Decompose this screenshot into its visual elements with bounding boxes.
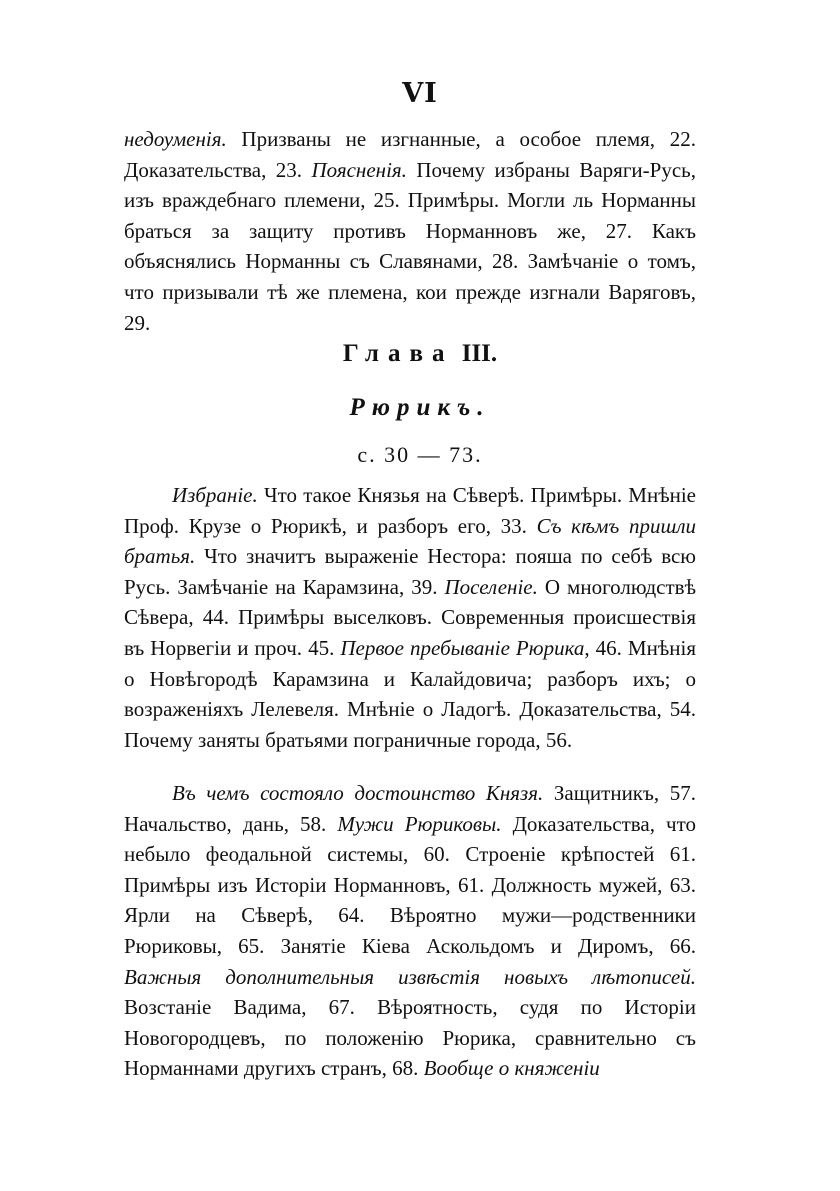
text-run: Призваны не изгнанные, а особое племя, 22. Доказательства, 23.: [124, 127, 696, 182]
italic-phrase: Вообще о княженіи: [423, 1056, 600, 1081]
italic-phrase: Первое пребываніе Рюрика: [340, 635, 585, 660]
text-run: О многолюдствѣ Сѣвера, 44. Примѣры выселковъ. Современныя происшествія въ Норвегіи и проч. 45.: [124, 574, 696, 660]
italic-phrase: Въ чемъ состояло достоинство Князя.: [172, 781, 544, 805]
italic-phrase: Избраніе.: [172, 483, 258, 507]
text-run: Что значитъ выраженіе Нестора: пояша по себѣ всю Русь. Замѣчаніе на Карамзина, 39.: [124, 544, 696, 599]
text-run: Доказательства, что небыло феодальной системы, 60. Строеніе крѣпостей 61. Примѣры изъ Исторіи Норманновъ, 61. Должность мужей, 63. Ярли на Сѣверѣ, 64. Вѣроятно мужи—родственники Рюриковы, 65. Занятіе Кіева Аскольдомъ и Диромъ, 66.: [124, 811, 696, 958]
chapter-title: Рюрикъ.: [349, 394, 491, 421]
italic-phrase: Съ кѣмъ пришли братья.: [124, 513, 696, 569]
italic-phrase: Поселеніе.: [444, 574, 538, 599]
text-run: , 46. Мнѣнія о Новѣгородѣ Карамзина и Калайдовича; разборъ ихъ; о возраженіяхъ Лелевеля. Мнѣніе о Ладогѣ. Доказательства, 54. Почему заняты братьями пограничные города, 56.: [124, 635, 696, 752]
italic-phrase: Мужи Рюриковы.: [337, 811, 502, 836]
italic-phrase: недоуменія.: [124, 127, 227, 151]
text-run: Защитникъ, 57. Начальство, дань, 58.: [124, 781, 697, 836]
paragraph-dignity: [124, 778, 696, 1084]
paragraph-continuation: [124, 124, 696, 338]
chapter-number: III.: [461, 340, 498, 367]
text-run: Что такое Князья на Сѣверѣ. Примѣры. Мнѣніе Проф. Крузе о Рюрикѣ, и разборъ его, 33.: [124, 483, 696, 538]
chapter-word: Глава: [342, 340, 454, 367]
chapter-heading: [0, 340, 840, 368]
italic-phrase: Поясненія.: [311, 157, 407, 182]
text-run: Почему избраны Варяги-Русь, изъ враждебнаго племени, 25. Примѣры. Могли ль Норманны браться за защиту противъ Норманновъ же, 27. Какъ объяснялись Норманны съ Славянами, 28. Замѣчаніе о томъ, что призывали тѣ же племена, кои прежде изгнали Варяговъ, 29.: [124, 157, 696, 335]
italic-phrase: Важныя дополнительныя извѣстія новыхъ лѣтописей.: [124, 964, 696, 989]
text-run: Возстаніе Вадима, 67. Вѣроятность, судя по Исторіи Новогородцевъ, по положенію Рюрика, сравнительно съ Норманнами другихъ странъ, 68.: [124, 995, 696, 1081]
chapter-page-range: с. 30 — 73.: [357, 442, 483, 467]
page-number: VI: [402, 78, 438, 109]
paragraph-election: [124, 480, 696, 755]
